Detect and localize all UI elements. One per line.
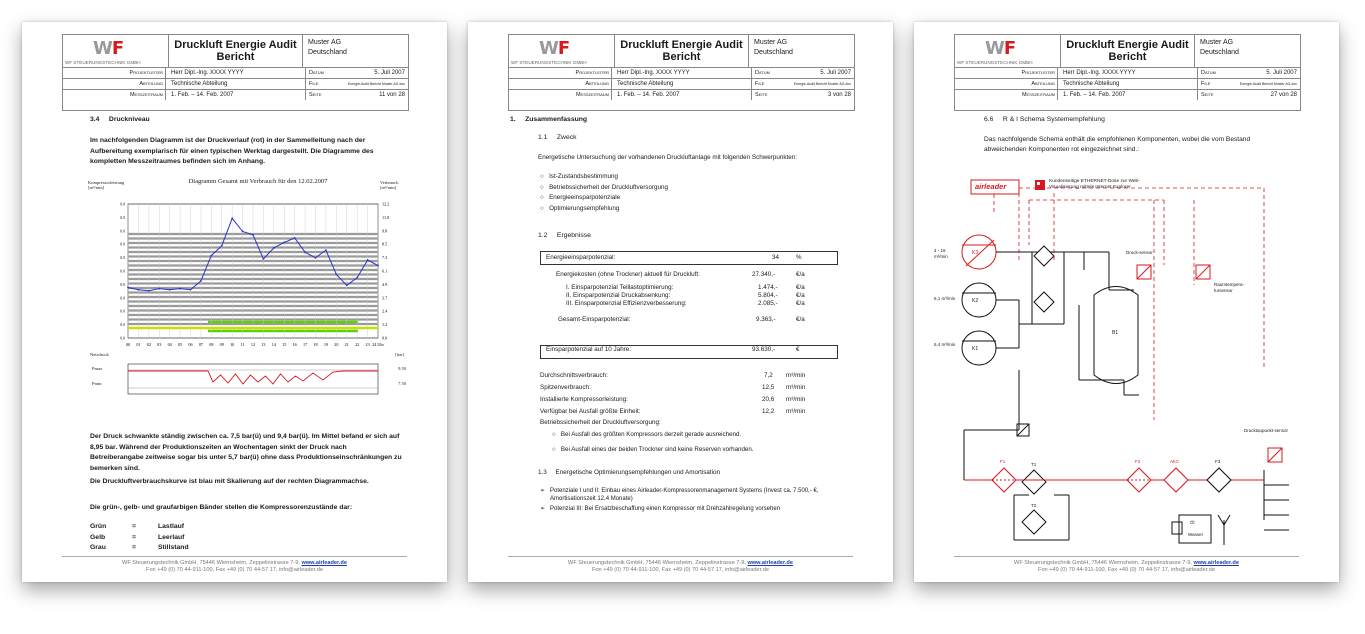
ep-value: 34 bbox=[772, 254, 780, 261]
label-messzeitraum: Messzeitraum bbox=[63, 90, 166, 100]
section-heading bbox=[90, 116, 150, 123]
value-messzeitraum: 1. Feb. – 14. Feb. 2007 bbox=[171, 92, 234, 98]
value-projektleiter: Herr Dipl.-Ing. XXXX YYYY bbox=[617, 70, 690, 76]
consumption-point bbox=[158, 288, 160, 290]
consumption-point bbox=[252, 234, 254, 236]
d1-unit: m³/min bbox=[786, 372, 806, 379]
airleader-label: airleader bbox=[975, 182, 1007, 191]
d1-value: 7,2 bbox=[764, 372, 773, 379]
right-tick-label: 1.2 bbox=[382, 322, 388, 328]
d3-value: 20,6 bbox=[762, 396, 775, 403]
footer-address: WF Steuerungstechnik GmbH, 75446 Wiernsheim, Zeppelinstrasse 7-9, bbox=[1014, 560, 1192, 566]
consumption-point bbox=[325, 249, 327, 251]
x-tick-label: 05 bbox=[177, 342, 183, 347]
label-messzeitraum: Messzeitraum bbox=[509, 90, 612, 100]
list-item: ○ Optimierungsempfehlung bbox=[540, 204, 620, 212]
control-lines bbox=[994, 188, 1264, 420]
pmax-value: 9.50 bbox=[398, 366, 406, 371]
paragraph-bands: Die grün-, gelb- und graufarbigen Bänder stellen die Kompressorenzustände dar: bbox=[90, 504, 353, 511]
pressure-chart bbox=[88, 176, 408, 416]
header-row-projektleiter bbox=[63, 67, 408, 78]
consumption-point bbox=[190, 289, 192, 291]
consumption-point bbox=[273, 247, 275, 249]
right-tick-label: 12.2 bbox=[382, 201, 390, 207]
right-tick-label: 11.0 bbox=[382, 214, 390, 220]
filter-f1-label: F1 bbox=[1000, 459, 1006, 464]
results-table bbox=[544, 253, 834, 363]
left-axis-label: Kompressorleistung [m³/min] bbox=[88, 180, 125, 190]
oil-water-separator bbox=[1172, 515, 1230, 545]
x-tick-label: 19 bbox=[323, 342, 329, 347]
label-datum: Datum bbox=[751, 68, 800, 78]
label-messzeitraum: Messzeitraum bbox=[955, 90, 1058, 100]
dryer-t1-label: T1 bbox=[1031, 462, 1037, 467]
right-tick-label: 9.8 bbox=[382, 228, 388, 234]
header-row-projektleiter bbox=[955, 67, 1300, 78]
label-projektleiter: Projektleiter bbox=[955, 68, 1058, 78]
heading-number: 1.2 bbox=[538, 232, 548, 239]
heading-title: Zusammenfassung bbox=[525, 116, 588, 123]
section-number: 6.6 bbox=[984, 116, 994, 123]
consumption-point bbox=[148, 290, 150, 292]
x-tick-label: 17 bbox=[302, 342, 308, 347]
footer-link[interactable]: www.airleader.de bbox=[747, 560, 793, 566]
heading-1-3 bbox=[538, 469, 720, 476]
left-tick-label: 0.0 bbox=[120, 296, 125, 301]
right-tick-label: 4.9 bbox=[382, 281, 388, 287]
list-item: ○ Ist-Zustandsbestimmung bbox=[540, 173, 619, 180]
label-datum: Datum bbox=[305, 68, 354, 78]
legend-row bbox=[90, 522, 290, 533]
footer-link[interactable]: www.airleader.de bbox=[301, 560, 347, 566]
consumption-point bbox=[315, 257, 317, 259]
ethernet-note: Kundenseitige ETHERNET-Dose zur Web-Visualisierung mittels Internet Explorer bbox=[1049, 179, 1140, 190]
x-tick-label: 23 bbox=[365, 342, 370, 347]
list-item-text: Bei Ausfall des größten Kompressors derzeit gerade ausreichend. bbox=[560, 431, 742, 438]
legend-key: Gelb bbox=[90, 533, 106, 541]
right-tick-label: 0.0 bbox=[382, 335, 388, 341]
legend-key: Grün bbox=[90, 523, 107, 530]
heading-number: 1. bbox=[510, 116, 516, 123]
report-title: Druckluft Energie Audit Bericht bbox=[1061, 35, 1195, 67]
k2-flow: 6,1 m³/min bbox=[934, 296, 956, 301]
heading-title: Energetische Optimierungsempfehlungen und Amortisation bbox=[555, 469, 721, 476]
left-tick-label: 0.0 bbox=[120, 336, 125, 341]
header-row-abteilung bbox=[63, 78, 408, 89]
list-item-text: Betriebssicherheit der Druckluftversorgung bbox=[549, 183, 669, 191]
label-abteilung: Abteilung bbox=[63, 79, 166, 89]
wf-logo-icon: WF bbox=[539, 38, 570, 59]
e2-label: II. Einsparpotenzial Druckabsenkung: bbox=[566, 292, 671, 299]
ten-label: Einsparpotenzial auf 10 Jahre: bbox=[546, 346, 632, 353]
intro-paragraph: Das nachfolgende Schema enthält die empfohlenen Komponenten, wobei die vom Bestand abweichenden Komponenten rot eingezeichnet sind.: bbox=[984, 136, 1251, 153]
section-heading bbox=[984, 116, 1105, 123]
ethernet-port bbox=[1037, 182, 1040, 185]
ek-value: 27.340,- bbox=[752, 271, 776, 278]
report-title: Druckluft Energie Audit Bericht bbox=[169, 35, 303, 67]
heading-title: Zweck bbox=[556, 134, 577, 141]
consumption-point bbox=[242, 231, 244, 233]
intro-paragraph: Im nachfolgenden Diagramm ist der Druckverlauf (rot) in der Sammelleitung nach der Aufbereitung exemplarisch für einen typischen Werktag dargestellt. Die Diagramme des kompletten Messzeitraumes befinden sich im Anhang. bbox=[90, 137, 374, 165]
wf-logo-icon: WF bbox=[93, 38, 124, 59]
pmin-label: Pmin bbox=[92, 381, 102, 386]
consumption-point bbox=[169, 289, 171, 291]
tank-b1-label: B1 bbox=[1112, 330, 1119, 336]
header-row-messzeitraum bbox=[509, 89, 854, 100]
x-tick-label: 11 bbox=[240, 342, 245, 347]
legend-value: Leerlauf bbox=[158, 533, 185, 541]
value-seite: 11 von 28 bbox=[379, 92, 405, 98]
consumption-point bbox=[283, 242, 285, 244]
value-messzeitraum: 1. Feb. – 14. Feb. 2007 bbox=[617, 92, 680, 98]
label-seite: Seite bbox=[751, 90, 800, 100]
arrow-bullet-icon: ➢ bbox=[540, 506, 546, 512]
compressors bbox=[962, 235, 996, 365]
pmax-label: Pmax bbox=[92, 366, 103, 371]
consumption-point bbox=[127, 287, 129, 289]
page-footer bbox=[954, 556, 1299, 574]
right-tick-label: 6.1 bbox=[382, 268, 388, 274]
taupunkt-sensor-label: Drucktaupunkt-sensor bbox=[1244, 428, 1289, 433]
filter-akc-label: AKC bbox=[1170, 459, 1180, 464]
list-item-text: Potenziale I und II: Einbau eines Airleader-Kompressorenmanagement Systems (Invest ca. 7.500,- €, Amortisationszeit 12,4 Monate) bbox=[550, 488, 819, 502]
label-abteilung: Abteilung bbox=[955, 79, 1058, 89]
footer-contact: Fon +49 (0) 70 44-911-100, Fax +49 (0) 70 44-57 17, info@airleader.de bbox=[592, 567, 769, 573]
x-tick-label: 04 bbox=[167, 342, 172, 347]
d3-label: Installierte Kompressorleistung: bbox=[540, 396, 628, 403]
page-footer bbox=[62, 556, 407, 574]
pid-schema-svg bbox=[934, 170, 1334, 560]
ten-value: 93.630,- bbox=[752, 346, 776, 353]
left-tick-label: 0.0 bbox=[120, 256, 125, 261]
consumption-point bbox=[263, 258, 265, 260]
x-tick-label: 20 bbox=[334, 342, 339, 347]
label-projektleiter: Projektleiter bbox=[509, 68, 612, 78]
x-tick-label: 15 bbox=[282, 342, 287, 347]
left-tick-label: 0.0 bbox=[120, 242, 125, 247]
value-projektleiter: Herr Dipl.-Ing. XXXX YYYY bbox=[171, 70, 244, 76]
header-row-abteilung bbox=[955, 78, 1300, 89]
bs-label: Betriebssicherheit der Druckluftversorgung: bbox=[540, 419, 661, 426]
left-tick-label: 0.0 bbox=[120, 282, 125, 287]
filter-f3-label: F3 bbox=[1215, 459, 1221, 464]
legend-eq: = bbox=[132, 533, 136, 541]
left-tick-label: 0.0 bbox=[120, 202, 125, 207]
value-datum: 5. Juli 2007 bbox=[374, 70, 405, 76]
list-item: ○ Bei Ausfall des größten Kompressors derzeit gerade ausreichend. bbox=[552, 431, 742, 438]
e1-unit: €/a bbox=[796, 284, 805, 291]
x-tick-label: 02 bbox=[146, 342, 151, 347]
company-info bbox=[1200, 38, 1239, 58]
ges-value: 9.363,- bbox=[756, 316, 776, 323]
d3-unit: m³/min bbox=[786, 396, 806, 403]
label-file: File bbox=[1197, 79, 1246, 89]
dryers bbox=[1022, 246, 1054, 534]
x-tick-label: 06 bbox=[188, 342, 193, 347]
right-tick-label: 8.5 bbox=[382, 241, 388, 247]
consumption-point bbox=[335, 273, 337, 275]
legend-value: Stillstand bbox=[158, 544, 189, 551]
section-title: Druckniveau bbox=[108, 116, 150, 123]
value-file: Energie-Audit Bericht Muster AG.doc bbox=[793, 82, 851, 86]
page-header bbox=[954, 34, 1301, 111]
company-country: Deutschland bbox=[754, 49, 793, 56]
label-abteilung: Abteilung bbox=[509, 79, 612, 89]
recommendation-list bbox=[540, 488, 830, 514]
consumption-point bbox=[377, 265, 379, 267]
company-info bbox=[308, 38, 347, 58]
heading-number: 1.3 bbox=[538, 469, 547, 476]
company-name: Muster AG bbox=[1200, 39, 1234, 46]
left-tick-label: 0.0 bbox=[120, 229, 125, 234]
list-item-text: Potenzial III: Bei Ersatzbeschaffung einen Kompressor mit Drehzahlregelung vorsehen bbox=[550, 506, 781, 512]
wf-logo bbox=[63, 35, 169, 67]
compressor-k3-label: K3 bbox=[972, 250, 979, 256]
value-file: Energie-Audit Bericht Muster AG.doc bbox=[347, 82, 405, 86]
list-item bbox=[540, 488, 830, 503]
heading-number: 1.1 bbox=[538, 134, 548, 141]
x-tick-label: 08 bbox=[209, 342, 214, 347]
x-tick-label: 00 bbox=[125, 342, 131, 347]
x-tick-label: 03 bbox=[157, 342, 162, 347]
chart-svg bbox=[88, 176, 408, 416]
logo-text: WF STEUERUNGSTECHNIK GMBH bbox=[511, 60, 587, 65]
druck-sensor-label: Druck-sensor bbox=[1126, 250, 1153, 255]
right-tick-label: 3.7 bbox=[382, 295, 388, 301]
section-title: R & I Schema Systemempfehlung bbox=[1002, 116, 1105, 123]
left-tick-label: 0.0 bbox=[120, 309, 125, 314]
wasser-label: Wasser bbox=[1188, 532, 1204, 537]
consumption-point bbox=[138, 289, 140, 291]
reliability-list bbox=[552, 430, 754, 455]
legend-row bbox=[90, 543, 290, 554]
e1-label: I. Einsparpotenzial Teillastoptimierung: bbox=[566, 284, 674, 291]
consumption-point bbox=[346, 284, 348, 286]
bar-unit-label: [bar] bbox=[395, 352, 404, 357]
legend-key: Grau bbox=[90, 544, 106, 551]
e3-label: III. Einsparpotenzial Effizienzverbesserung: bbox=[566, 300, 687, 307]
label-projektleiter: Projektleiter bbox=[63, 68, 166, 78]
value-abteilung: Technische Abteilung bbox=[171, 81, 228, 87]
dryer-t2-label: T2 bbox=[1031, 503, 1037, 508]
arrow-bullet-icon: ➢ bbox=[540, 488, 546, 494]
main-pipes bbox=[964, 252, 1289, 540]
x-tick-label: 13 bbox=[261, 342, 266, 347]
header-row-abteilung bbox=[509, 78, 854, 89]
e1-value: 1.474,- bbox=[758, 284, 778, 291]
footer-address: WF Steuerungstechnik GmbH, 75446 Wiernsheim, Zeppelinstrasse 7-9, bbox=[122, 560, 300, 566]
label-seite: Seite bbox=[305, 90, 354, 100]
list-item-text: Optimierungsempfehlung bbox=[549, 204, 620, 212]
pid-diagram bbox=[934, 170, 1334, 560]
compressor-k1-label: K1 bbox=[972, 346, 979, 352]
legend-eq: = bbox=[132, 523, 136, 530]
e2-unit: €/a bbox=[796, 292, 805, 299]
consumption-point bbox=[221, 245, 223, 247]
logo-text: WF STEUERUNGSTECHNIK GMBH bbox=[65, 60, 141, 65]
list-item-text: Energieeinsparpotenziale bbox=[549, 194, 621, 201]
list-item: ○ Energieeinsparpotenziale bbox=[540, 194, 621, 201]
zweck-list bbox=[540, 172, 668, 214]
ek-label: Energiekosten (ohne Trockner) aktuell für Druckluft: bbox=[556, 271, 700, 278]
left-tick-label: 0.0 bbox=[120, 215, 125, 220]
value-seite: 27 von 28 bbox=[1270, 92, 1297, 98]
red-filter-line bbox=[964, 468, 1264, 492]
compressor-k2-label: K2 bbox=[972, 298, 979, 304]
footer-contact: Fon +49 (0) 70 44-911-100, Fax +49 (0) 70 44-57 17, info@airleader.de bbox=[1038, 567, 1215, 573]
document-page-11 bbox=[22, 22, 447, 582]
d4-unit: m³/min bbox=[786, 408, 806, 415]
heading-title: Ergebnisse bbox=[556, 232, 591, 239]
pressure-panel bbox=[128, 364, 378, 394]
header-row-messzeitraum bbox=[63, 89, 408, 100]
value-projektleiter: Herr Dipl.-Ing. XXXX YYYY bbox=[1063, 70, 1136, 76]
x-tick-label: 16 bbox=[292, 342, 297, 347]
x-tick-label: 18 bbox=[313, 342, 318, 347]
ep-unit: % bbox=[796, 254, 802, 261]
value-file: Energie-Audit Bericht Muster AG.doc bbox=[1239, 82, 1297, 86]
company-name: Muster AG bbox=[754, 39, 788, 46]
ges-label: Gesamt-Einsparpotenzial: bbox=[558, 316, 631, 323]
consumption-point bbox=[210, 255, 212, 257]
wf-logo bbox=[955, 35, 1061, 67]
value-abteilung: Technische Abteilung bbox=[617, 81, 674, 87]
filter-f2-label: F2 bbox=[1135, 459, 1141, 464]
company-country: Deutschland bbox=[1200, 49, 1239, 56]
footer-contact: Fon +49 (0) 70 44-911-100, Fax +49 (0) 70 44-57 17, info@airleader.de bbox=[146, 567, 323, 573]
consumption-table bbox=[540, 372, 840, 432]
company-name: Muster AG bbox=[308, 39, 342, 46]
paragraph-consumption: Die Druckluftverbrauchskurve ist blau mit Skalierung auf der rechten Diagrammachse. bbox=[90, 478, 369, 485]
label-datum: Datum bbox=[1197, 68, 1246, 78]
section-number: 3.4 bbox=[90, 116, 100, 123]
list-item: ○ Betriebssicherheit der Druckluftversorgung bbox=[540, 183, 669, 191]
footer-address: WF Steuerungstechnik GmbH, 75446 Wiernsheim, Zeppelinstrasse 7-9, bbox=[568, 560, 746, 566]
list-item-text: Ist-Zustandsbestimmung bbox=[549, 173, 619, 180]
e3-unit: €/a bbox=[796, 300, 805, 307]
value-datum: 5. Juli 2007 bbox=[820, 70, 851, 76]
left-tick-label: 0.0 bbox=[120, 323, 125, 328]
x-tick-label: 24 Uhr bbox=[372, 342, 384, 347]
heading-1 bbox=[510, 116, 587, 123]
paragraph-pressure: Der Druck schwankte ständig zwischen ca. 7,5 bar(ü) und 9,4 bar(ü). Im Mittel befand er sich auf 8,95 bar. Während der Produktionszeiten an Wochentagen sinkt der Druck nach Betreiberangabe zeitweise sogar bis unter 5,7 bar(ü) ohne dass Produktionseinschränkungen zu bemerken sind. bbox=[90, 433, 402, 472]
k3-flow: 4 - 16 m³/min bbox=[934, 248, 948, 259]
document-page-27 bbox=[914, 22, 1339, 582]
e2-value: 5.804,- bbox=[758, 292, 778, 299]
label-seite: Seite bbox=[1197, 90, 1246, 100]
consumption-point bbox=[200, 280, 202, 282]
d1-label: Durchschnittsverbrauch: bbox=[540, 372, 608, 379]
consumption-point bbox=[356, 277, 358, 279]
raum-sensor-label: Raumtempera-tursensor bbox=[1214, 282, 1245, 293]
zweck-text: Energetische Untersuchung der vorhandenen Druckluftanlage mit folgenden Schwerpunkten: bbox=[538, 154, 798, 161]
legend-eq: = bbox=[132, 544, 136, 551]
x-tick-label: 10 bbox=[230, 342, 235, 347]
footer-link[interactable]: www.airleader.de bbox=[1193, 560, 1239, 566]
ten-unit: € bbox=[796, 346, 800, 353]
report-title: Druckluft Energie Audit Bericht bbox=[615, 35, 749, 67]
ep-label: Energieeinsparpotenzial: bbox=[546, 254, 616, 261]
x-tick-label: 21 bbox=[344, 342, 349, 347]
d4-label: Verfügbar bei Ausfall größte Einheit: bbox=[540, 408, 641, 415]
page-header bbox=[508, 34, 855, 111]
k1-flow: 6,4 m³/min bbox=[934, 342, 956, 347]
right-tick-label: 7.3 bbox=[382, 255, 388, 261]
consumption-point bbox=[304, 251, 306, 253]
consumption-point bbox=[179, 288, 181, 290]
consumption-point bbox=[294, 237, 296, 239]
heading-1-2 bbox=[538, 232, 591, 239]
value-datum: 5. Juli 2007 bbox=[1266, 70, 1297, 76]
heading-1-1 bbox=[538, 134, 577, 141]
x-tick-label: 07 bbox=[198, 342, 204, 347]
list-item-text: Bei Ausfall eines der beiden Trockner sind keine Reserven vorhanden. bbox=[560, 445, 754, 453]
x-tick-label: 22 bbox=[355, 342, 360, 347]
right-axis-label: Verbrauch [m³/min] bbox=[380, 180, 399, 190]
header-row-messzeitraum bbox=[955, 89, 1300, 100]
page-header bbox=[62, 34, 409, 111]
consumption-point bbox=[231, 217, 233, 219]
list-item: ○ Bei Ausfall eines der beiden Trockner sind keine Reserven vorhanden. bbox=[552, 445, 754, 453]
d2-value: 12,5 bbox=[762, 384, 775, 391]
netzdruck-label: Netzdruck bbox=[90, 352, 109, 357]
value-abteilung: Technische Abteilung bbox=[1063, 81, 1120, 87]
left-tick-label: 0.0 bbox=[120, 269, 125, 274]
label-file: File bbox=[751, 79, 800, 89]
e3-value: 2.085,- bbox=[758, 300, 778, 307]
state-legend bbox=[90, 522, 290, 554]
list-item bbox=[540, 506, 830, 514]
logo-text: WF STEUERUNGSTECHNIK GMBH bbox=[957, 60, 1033, 65]
ek-unit: €/a bbox=[796, 271, 805, 278]
chart-title: Diagramm Gesamt mit Verbrauch für den 12.02.2007 bbox=[188, 178, 328, 185]
x-tick-label: 14 bbox=[271, 342, 276, 347]
x-tick-label: 09 bbox=[219, 342, 224, 347]
header-row-projektleiter bbox=[509, 67, 854, 78]
right-tick-label: 2.4 bbox=[382, 308, 388, 314]
wf-logo-icon: WF bbox=[985, 38, 1016, 59]
x-tick-label: 01 bbox=[136, 342, 141, 347]
oel-label: Öl bbox=[1190, 520, 1195, 525]
d2-unit: m³/min bbox=[786, 384, 806, 391]
x-tick-label: 12 bbox=[250, 342, 256, 347]
value-seite: 3 von 28 bbox=[827, 92, 851, 98]
consumption-point bbox=[367, 259, 369, 261]
company-info bbox=[754, 38, 793, 58]
legend-row bbox=[90, 533, 290, 544]
legend-value: Lastlauf bbox=[158, 523, 185, 530]
label-file: File bbox=[305, 79, 354, 89]
page-footer bbox=[508, 556, 853, 574]
document-page-3 bbox=[468, 22, 893, 582]
ges-unit: €/a bbox=[796, 316, 805, 323]
pmin-value: 7.50 bbox=[398, 381, 406, 386]
company-country: Deutschland bbox=[308, 49, 347, 56]
d4-value: 12,2 bbox=[762, 408, 775, 415]
value-messzeitraum: 1. Feb. – 14. Feb. 2007 bbox=[1063, 92, 1126, 98]
wf-logo bbox=[509, 35, 615, 67]
d2-label: Spitzenverbrauch: bbox=[540, 384, 591, 391]
